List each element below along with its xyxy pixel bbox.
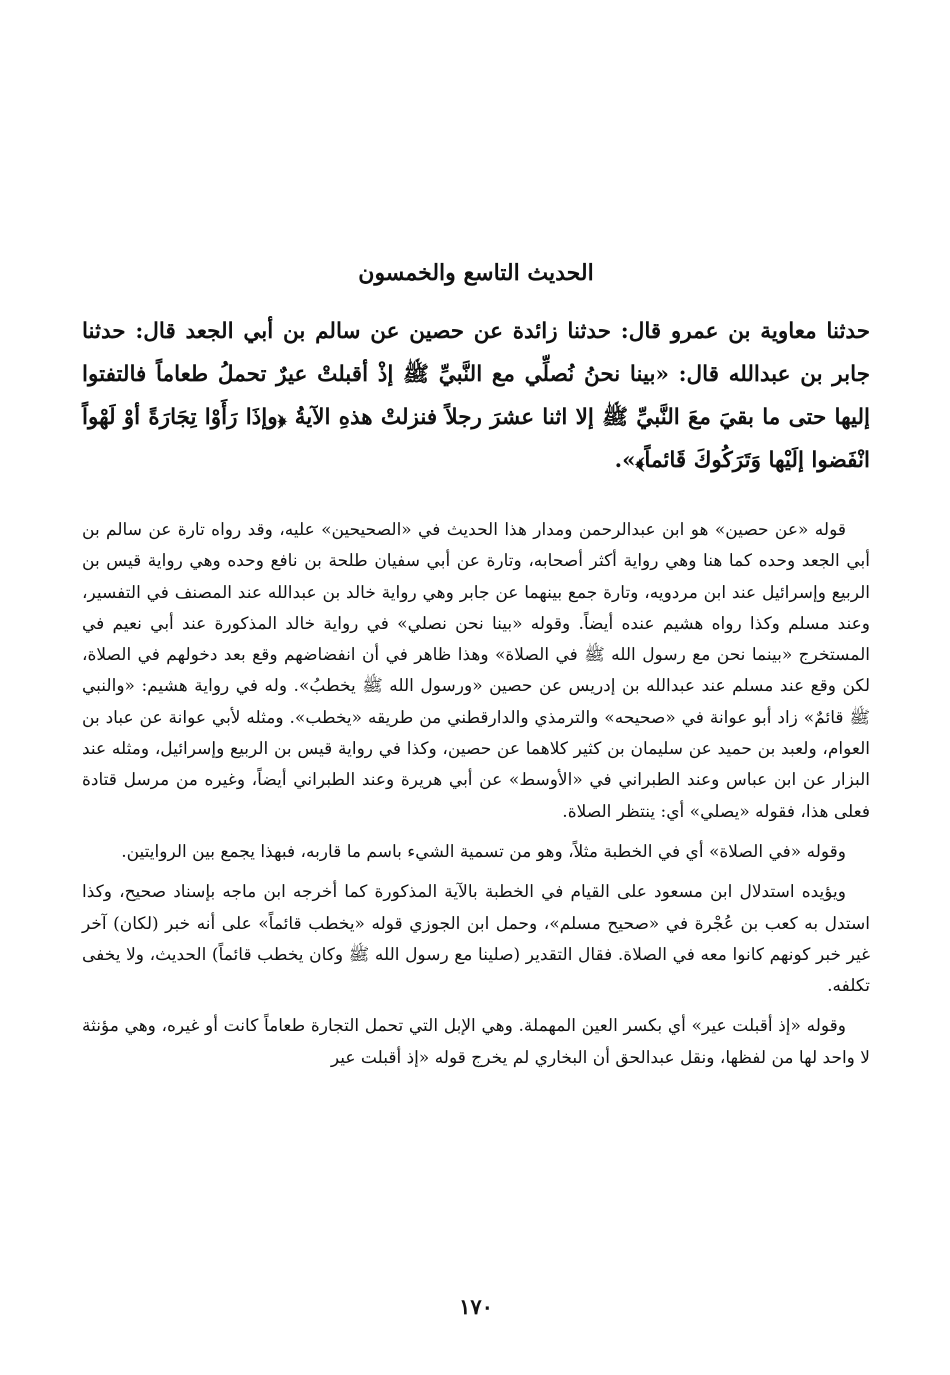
commentary-paragraph: وقوله «إذ أقبلت عير» أي بكسر العين المهملة. وهي الإبل التي تحمل التجارة طعاماً كانت أو غيره، وهي مؤنثة لا واحد لها من لفظها، ونقل عبدالحق أن البخاري لم يخرج قوله «إذ أقبلت عير xyxy=(82,1016,870,1068)
commentary-section xyxy=(82,515,870,1083)
hadith-heading: الحديث التاسع والخمسون xyxy=(358,260,594,286)
commentary-paragraph: قوله «عن حصين» هو ابن عبدالرحمن ومدار هذا الحديث في «الصحيحين» عليه، وقد رواه تارة عن سالم بن أبي الجعد وحده كما هنا وهي رواية أكثر أصحابه، وتارة عن أبي سفيان طلحة بن نافع وحده وهي رواية قيس بن الربيع وإسرائيل عند ابن مردويه، وتارة جمع بينهما عن جابر وهي رواية خالد بن عبدالله عند المصنف في التفسير، وعند مسلم وكذا رواه هشيم عنده أيضاً. وقوله «بينا نحن نصلي» في رواية خالد المذكورة عند أبي نعيم في المستخرج «بينما نحن مع رسول الله ﷺ في الصلاة» وهذا ظاهر في أن انفضاضهم وقع بعد دخولهم في الصلاة، لكن وقع عند مسلم عند عبدالله بن إدريس عن حصين «ورسول الله ﷺ يخطبُ». وله في رواية هشيم: «والنبي ﷺ قائمٌ» زاد أبو عوانة في «صحيحه» والترمذي والدارقطني من طريقه «يخطب». ومثله لأبي عوانة عن عباد بن العوام، ولعبد بن حميد عن سليمان بن كثير كلاهما عن حصين، وكذا في رواية قيس بن الربيع وإسرائيل، ومثله عند البزار عن ابن عباس وعند الطبراني في «الأوسط» عن أبي هريرة وعند الطبراني أيضاً، وغيره من مرسل قتادة فعلى هذا، فقوله «يصلي» أي: ينتظر الصلاة. xyxy=(82,520,871,822)
commentary-paragraph: وقوله «في الصلاة» أي في الخطبة مثلاً، وهو من تسمية الشيء باسم ما قاربه، فبهذا يجمع بين الروايتين. xyxy=(121,841,846,862)
hadith-text: حدثنا معاوية بن عمرو قال: حدثنا زائدة عن حصين عن سالم بن أبي الجعد قال: حدثنا جابر بن عبدالله قال: «بينا نحنُ نُصلِّي مع النَّبيِّ ﷺ إذْ أقبلتْ عيرٌ تحملُ طعاماً فالتفتوا إليها حتى ما بقيَ معَ النَّبيِّ ﷺ إلا اثنا عشرَ رجلاً فنزلتْ هذهِ الآيةُ ﴿وإذَا رَأَوْا تِجَارَةً أوْ لَهْواً انْفَضوا إلَيْها وَتَرَكُوكَ قَائماً﴾». xyxy=(82,319,870,473)
commentary-paragraph: ويؤيده استدلال ابن مسعود على القيام في الخطبة بالآية المذكورة كما أخرجه ابن ماجه بإسناد صحيح، وكذا استدل به كعب بن عُجْرة في «صحيح مسلم»، وحمل ابن الجوزي قوله «يخطب قائماً» على أنه خبر (لكان) آخر غير خبر كونهم كانوا معه في الصلاة. فقال التقدير (صلينا مع رسول الله ﷺ وكان يخطب قائماً) الحديث، ولا يخفى تكلفه. xyxy=(82,882,870,997)
page-number: ١٧٠ xyxy=(459,1294,493,1319)
